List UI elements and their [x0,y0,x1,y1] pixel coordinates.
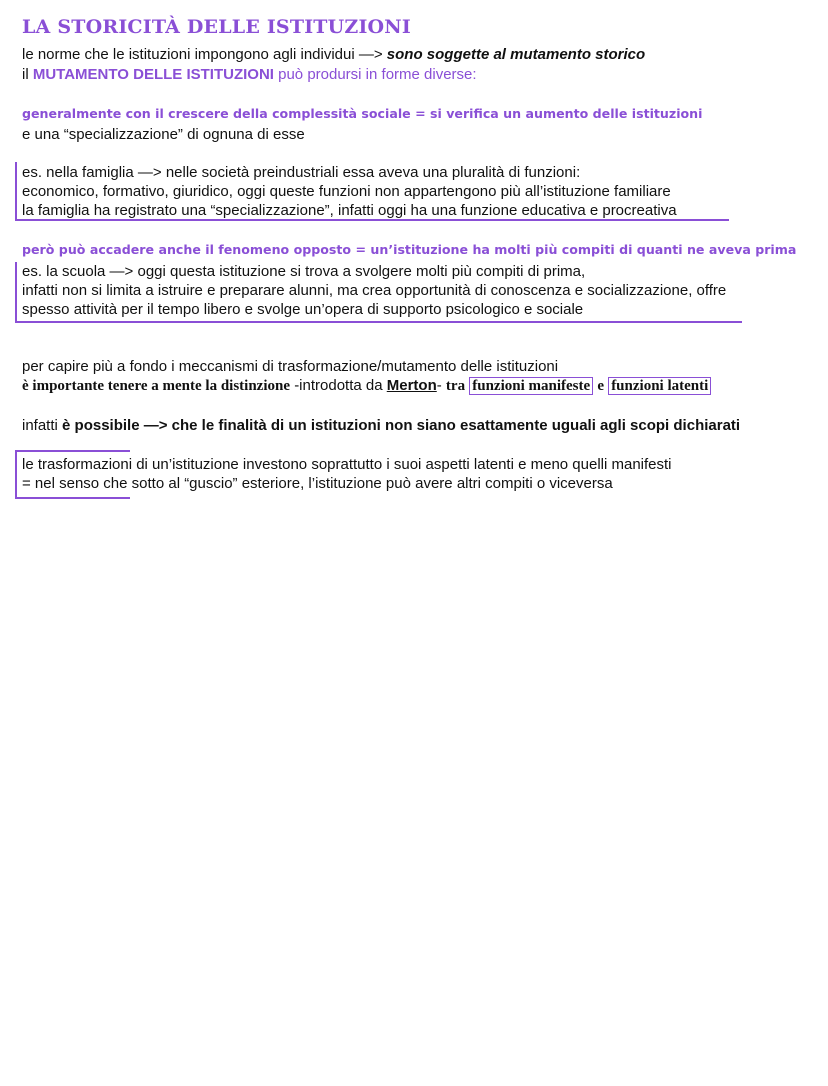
intro-prefix: il [22,66,29,83]
page-title: LA STORICITÀ DELLE ISTITUZIONI [22,16,411,38]
example-1-line-2: economico, formativo, giuridico, oggi queste funzioni non appartengono più all’istituzione familiare [22,183,671,200]
merton-tra: tra [445,378,466,394]
section-1-line: e una “specializzazione” di ognuna di esse [22,126,305,143]
bracket-top-3 [15,450,130,452]
intro-keyword: MUTAMENTO DELLE ISTITUZIONI [32,66,274,83]
section-2-heading: però può accadere anche il fenomeno opposto = un’istituzione ha molti più compiti di quanti ne aveva prima [22,242,797,257]
merton-emphasis: è importante tenere a mente la distinzione [22,378,291,394]
infatti-line [22,416,740,435]
intro-emphasis: sono soggette al mutamento storico [386,46,646,63]
example-1-line-3: la famiglia ha registrato una “specializzazione”, infatti oggi ha una funzione educativa e procreativa [22,202,677,219]
bracket-left-1 [15,162,17,220]
merton-dash: - [436,377,442,394]
infatti-emphasis: è possibile —> che le finalità di un istituzioni non siano esattamente uguali agli scopi dichiarati [62,417,741,434]
intro-suffix: può prodursi in forme diverse: [278,66,477,83]
infatti-prefix: infatti [22,417,58,434]
intro-line-1 [22,45,645,64]
example-1-line-1: es. nella famiglia —> nelle società preindustriali essa aveva una pluralità di funzioni: [22,164,581,181]
final-line-1: le trasformazioni di un’istituzione investono soprattutto i suoi aspetti latenti e meno quelli manifesti [22,456,672,473]
section-1-heading: generalmente con il crescere della complessità sociale = si verifica un aumento delle istituzioni [22,106,703,121]
example-2-line-2: infatti non si limita a istruire e preparare alunni, ma crea opportunità di conoscenza e socializzazione, offre [22,282,727,299]
merton-intro: -introdotta da [294,377,383,394]
final-line-2: = nel senso che sotto al “guscio” esteriore, l’istituzione può avere altri compiti o viceversa [22,475,613,492]
merton-line-1: per capire più a fondo i meccanismi di trasformazione/mutamento delle istituzioni [22,358,559,375]
box-funzioni-latenti: funzioni latenti [608,377,711,395]
merton-line-2 [22,376,711,396]
example-2-line-1: es. la scuola —> oggi questa istituzione si trova a svolgere molti più compiti di prima, [22,263,586,280]
box-funzioni-manifeste: funzioni manifeste [469,377,593,395]
intro-text: le norme che le istituzioni impongono agli individui —> [22,46,383,63]
merton-name: Merton [386,377,437,394]
example-2-line-3: spesso attività per il tempo libero e svolge un’opera di supporto psicologico e sociale [22,301,584,318]
merton-e: e [597,378,605,394]
bracket-bottom-3 [15,497,130,499]
bracket-left-2 [15,262,17,322]
bracket-left-3 [15,450,17,498]
bracket-bottom-2 [15,321,742,323]
intro-line-2 [22,65,477,84]
